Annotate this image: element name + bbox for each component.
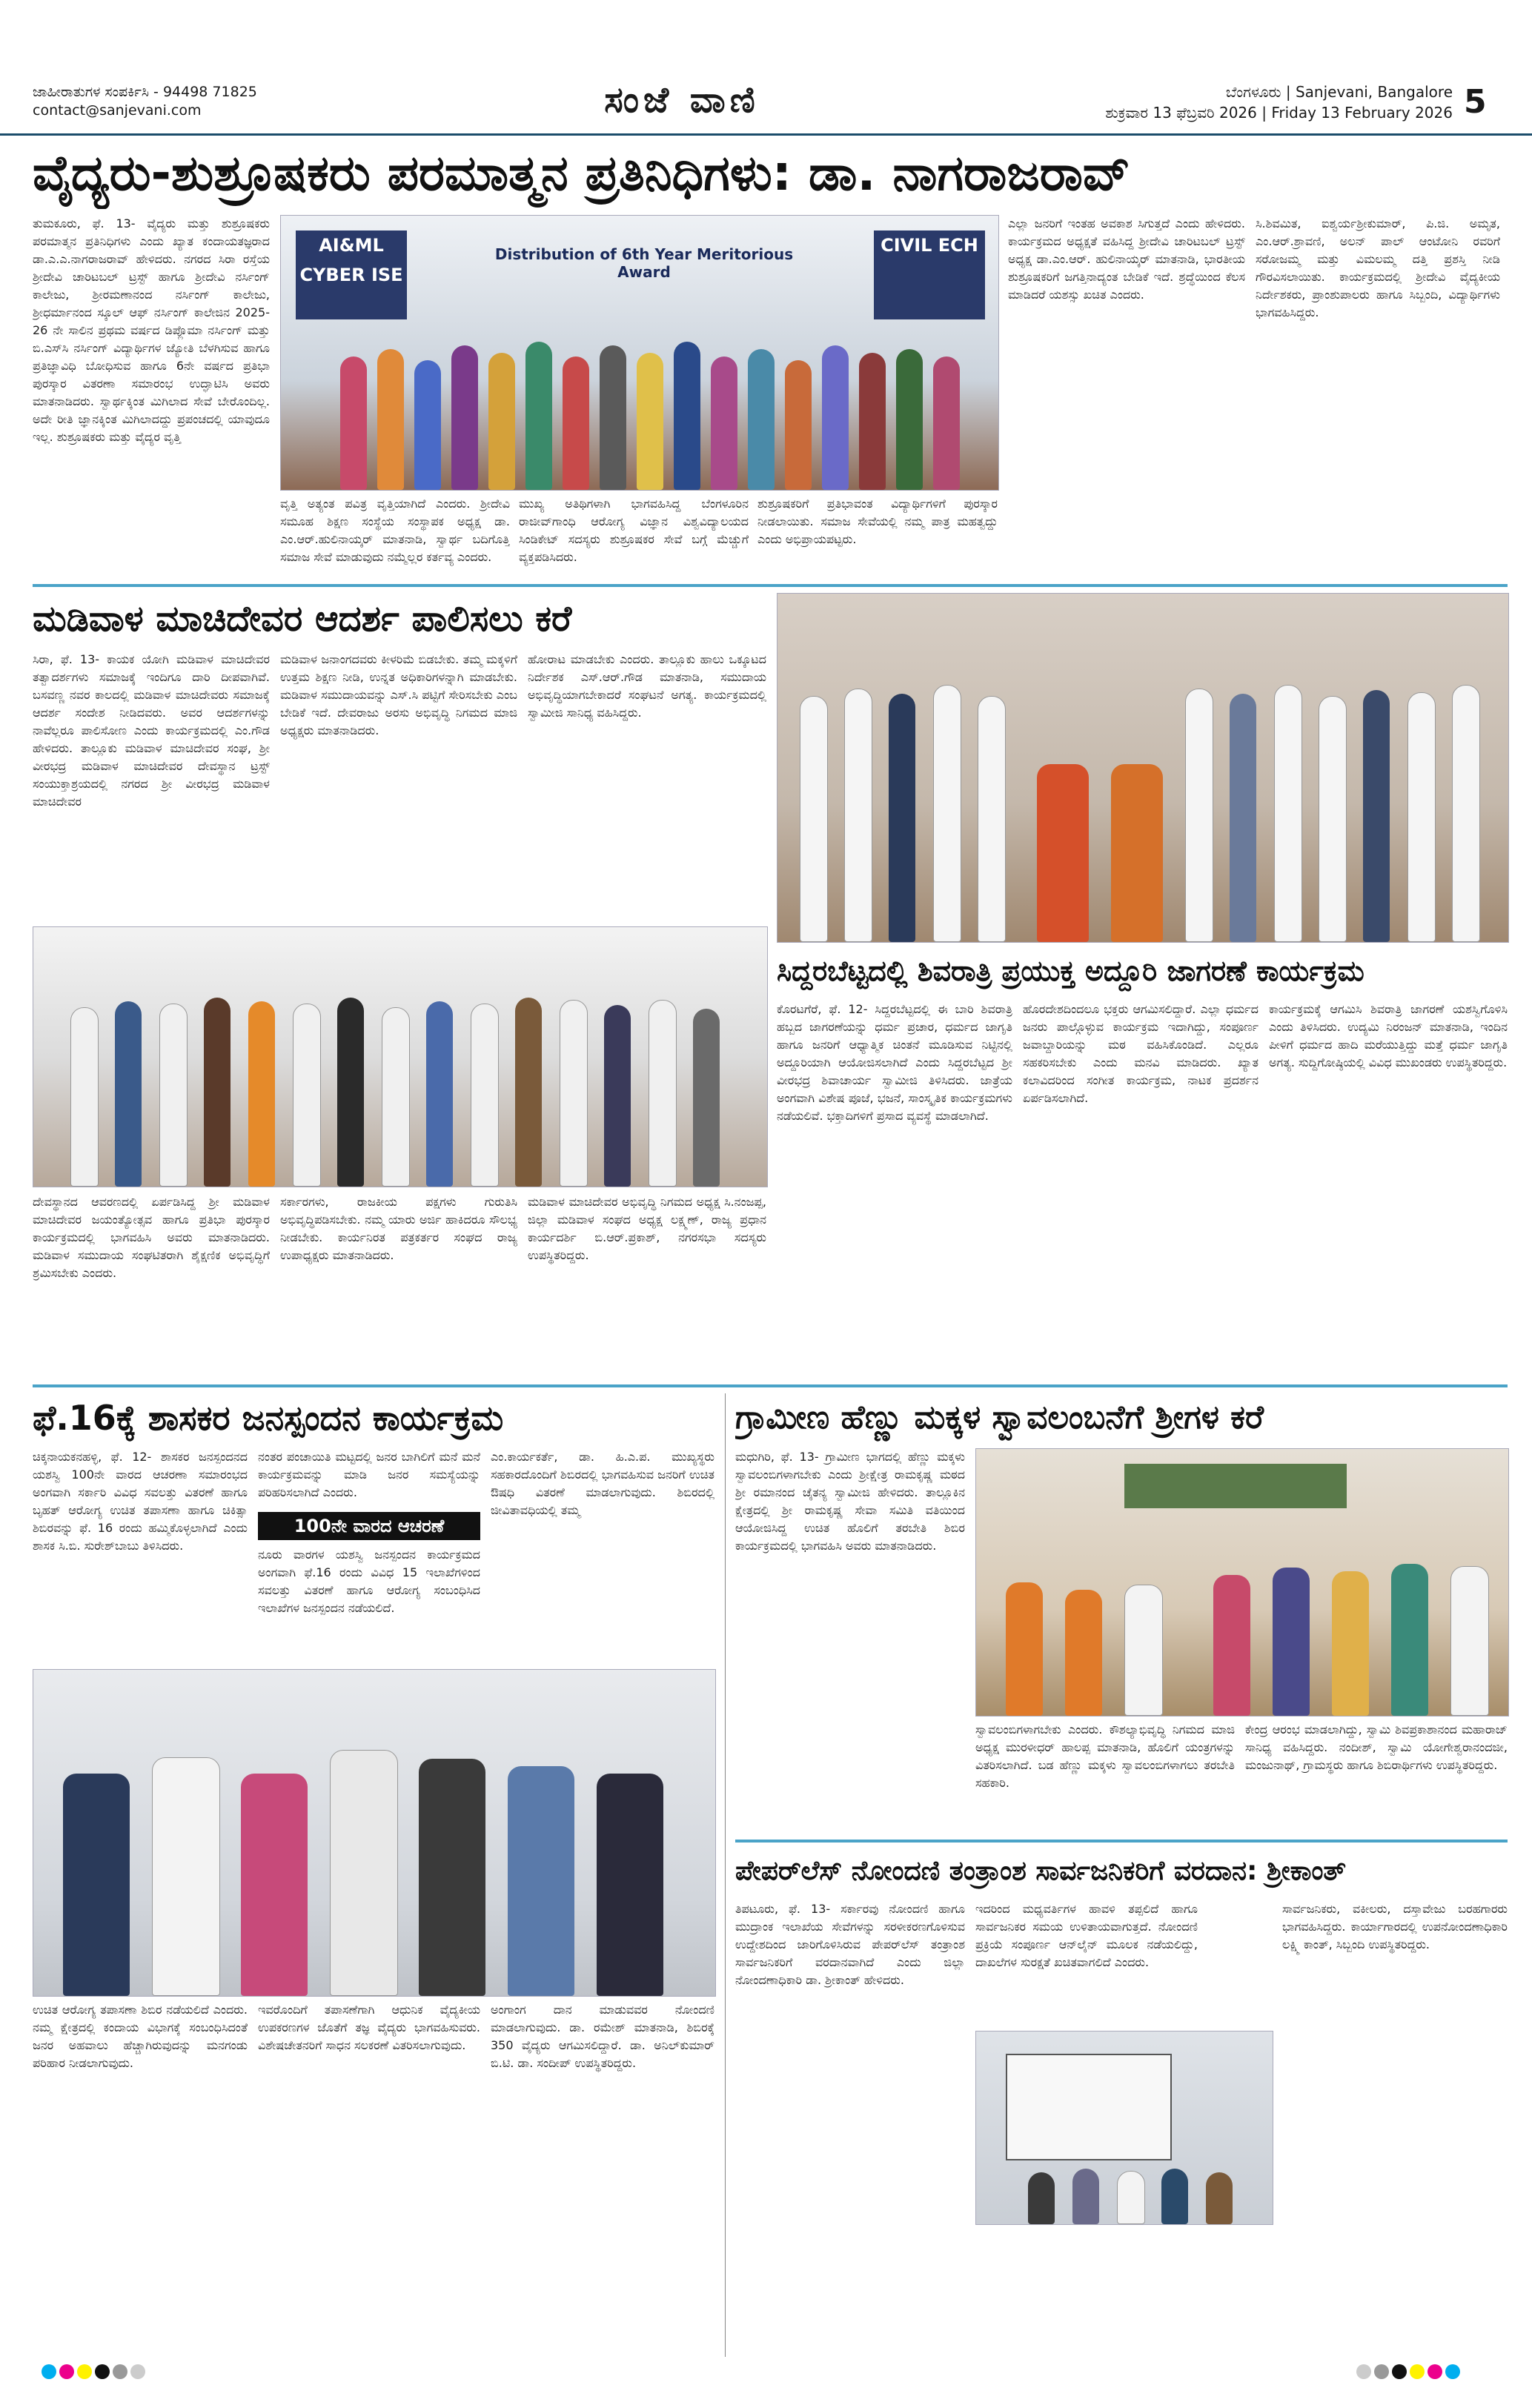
city: ಬೆಂಗಳೂರು [1225,83,1281,101]
banner-left: AI&ML CYBER ISE [296,230,407,319]
story-a5-col3: ಕೇಂದ್ರ ಆರಂಭ ಮಾಡಲಾಗಿದ್ದು, ಸ್ವಾಮಿ ಶಿವಪ್ರಕಾಶಾನಂದ ಮಹಾರಾಜ್ ಸಾನಿಧ್ಯ ವಹಿಸಿದ್ದರು. ನಂದೀಶ್, ಸ್ವಾಮಿ ಯೋಗೇಶ್ವರಾನಂದಜೀ, ಮಂಜುನಾಥ್, ಗ್ರಾಮಸ್ಥರು ಹಾಗೂ ಶಿಬಿರಾರ್ಥಿಗಳು ಉಪಸ್ಥಿತರಿದ್ದರು. [1245,1722,1508,1772]
subheading-100th-week: 100ನೇ ವಾರದ ಆಚರಣೆ [258,1512,480,1540]
story-a3-col1: ಕೊರಟಗೆರೆ, ಫೆ. 12- ಸಿದ್ದರಬೆಟ್ಟದಲ್ಲಿ ಈ ಬಾರಿ ಶಿವರಾತ್ರಿ ಹಬ್ಬದ ಜಾಗರಣೆಯನ್ನು ಧರ್ಮ ಪ್ರಚಾರ, ಧರ್ಮದ ಜಾಗೃತಿ ಹಾಗೂ ಜನರಿಗೆ ಆಧ್ಯಾತ್ಮಿಕ ಚಿಂತನೆ ಮೂಡಿಸುವ ನಿಟ್ಟಿನಲ್ಲಿ ಅದ್ದೂರಿಯಾಗಿ ಆಯೋಜಿಸಲಾಗಿದೆ ಎಂದು ಸಿದ್ದರಬೆಟ್ಟದ ಶ್ರೀ ವೀರಭದ್ರ ಶಿವಾಚಾರ್ಯ ಸ್ವಾಮೀಜಿ ತಿಳಿಸಿದರು. ಜಾತ್ರೆಯ ಅಂಗವಾಗಿ ವಿಶೇಷ ಪೂಜೆ, ಭಜನೆ, ಸಾಂಸ್ಕೃತಿಕ ಕಾರ್ಯಕ್ರಮಗಳು ನಡೆಯಲಿವೆ. ಭಕ್ತಾದಿಗಳಿಗೆ ಪ್ರಸಾದ ವ್ಯವಸ್ಥೆ ಮಾಡಲಾಗಿದೆ. [777,1002,1012,1123]
story-a6-col3: ಸಾರ್ವಜನಿಕರು, ವಕೀಲರು, ದಸ್ತಾವೇಜು ಬರಹಗಾರರು ಭಾಗವಹಿಸಿದ್ದರು. ಕಾರ್ಯಾಗಾರದಲ್ಲಿ ಉಪನೋಂದಣಾಧಿಕಾರಿ ಲಕ್ಷ್ಮಿ ಕಾಂತ್, ಸಿಬ್ಬಂದಿ ಉಪಸ್ಥಿತರಿದ್ದರು. [1282,1902,1508,1951]
story-a6-col2: ಇದರಿಂದ ಮಧ್ಯವರ್ತಿಗಳ ಹಾವಳಿ ತಪ್ಪಲಿದೆ ಹಾಗೂ ಸಾರ್ವಜನಿಕರ ಸಮಯ ಉಳಿತಾಯವಾಗುತ್ತದೆ. ನೋಂದಣಿ ಪ್ರಕ್ರಿಯೆ ಸಂಪೂರ್ಣ ಆನ್‌ಲೈನ್ ಮೂಲಕ ನಡೆಯಲಿದ್ದು, ದಾಖಲೆಗಳ ಸುರಕ್ಷತೆ ಖಚಿತವಾಗಲಿದೆ ಎಂದರು. [975,1902,1198,1969]
lamp-lighting-photo [33,926,768,1187]
story-a4-lower3: ಅಂಗಾಂಗ ದಾನ ಮಾಡುವವರ ನೋಂದಣಿ ಮಾಡಲಾಗುವುದು. ಡಾ. ರಮೇಶ್ ಮಾತನಾಡಿ, ಶಿಬಿರಕ್ಕೆ 350 ವೈದ್ಯರು ಆಗಮಿಸಲಿದ್ದಾರೆ. ಡಾ. ಅನಿಲ್‌ಕುಮಾರ್ ಬಿ.ಟಿ. ಡಾ. ಸಂದೀಪ್ ಉಪಸ್ಥಿತರಿದ್ದರು. [491,2003,714,2070]
projection-screen [1006,2054,1172,2160]
story-a1-col1: ತುಮಕೂರು, ಫೆ. 13- ವೈದ್ಯರು ಮತ್ತು ಶುಶ್ರೂಷಕರು ಪರಮಾತ್ಮನ ಪ್ರತಿನಿಧಿಗಳು ಎಂದು ಖ್ಯಾತ ಕಂದಾಯತಜ್ಞರಾದ ಡಾ.ಎ.ಎ.ನಾಗರಾಜರಾವ್ ಹೇಳಿದರು. ನಗರದ ಸಿರಾ ರಸ್ತೆಯ ಶ್ರೀದೇವಿ ಚಾರಿಟಬಲ್ ಟ್ರಸ್ಟ್ ಹಾಗೂ ಶ್ರೀದೇವಿ ನರ್ಸಿಂಗ್ ಕಾಲೇಜು, ಶ್ರೀರಮಣಾನಂದ ನರ್ಸಿಂಗ್ ಕಾಲೇಜು, ಶ್ರೀಧರ್ಮಾನಂದ ಸ್ಕೂಲ್ ಆಫ್ ನರ್ಸಿಂಗ್ ಕಾಲೇಜಿನ 2025-26 ನೇ ಸಾಲಿನ ಪ್ರಥಮ ವರ್ಷದ ಡಿಪ್ಲೊಮಾ ನರ್ಸಿಂಗ್ ಮತ್ತು ಬಿ.ಎಸ್‌ಸಿ ನರ್ಸಿಂಗ್ ವಿದ್ಯಾರ್ಥಿಗಳ ಜ್ಯೋತಿ ಬೆಳಗಿಸುವ ಹಾಗೂ ಪ್ರತಿಜ್ಞಾವಿಧಿ ಬೋಧಿಸುವ ಹಾಗೂ 6ನೇ ವರ್ಷದ ಪ್ರತಿಭಾ ಪುರಸ್ಕಾರ ವಿತರಣಾ ಸಮಾರಂಭ ಉದ್ಘಾಟಿಸಿ ಅವರು ಮಾತನಾಡಿದರು. ಸ್ವಾರ್ಥಕ್ಕಿಂತ ಮಿಗಿಲಾದ ಸೇವೆ ಬೇರೊಂದಿಲ್ಲ. ಅದೇ ರೀತಿ ಜ್ಞಾನಕ್ಕಿಂತ ಮಿಗಿಲಾದದ್ದು ಪ್ರಪಂಚದಲ್ಲಿ ಯಾವುದೂ ಇಲ್ಲ. ಶುಶ್ರೂಷಕರು ಮತ್ತು ವೈದ್ಯರ ವೃತ್ತಿ [33,216,270,444]
story-a5-col2: ಸ್ವಾವಲಂಬಿಗಳಾಗಬೇಕು ಎಂದರು. ಕೌಶಲ್ಯಾಭಿವೃದ್ಧಿ ನಿಗಮದ ಮಾಜಿ ಅಧ್ಯಕ್ಷ ಮುರಳೀಧರ್ ಹಾಲಪ್ಪ ಮಾತನಾಡಿ, ಹೊಲಿಗೆ ಯಂತ್ರಗಳನ್ನು ವಿತರಿಸಲಾಗಿದೆ. ಬಡ ಹೆಣ್ಣು ಮಕ್ಕಳು ಸ್ವಾವಲಂಬಿಗಳಾಗಲು ತರಬೇತಿ ಸಹಕಾರಿ. [975,1722,1235,1790]
story-a4-lower1: ಉಚಿತ ಆರೋಗ್ಯ ತಪಾಸಣಾ ಶಿಬಿರ ನಡೆಯಲಿದೆ ಎಂದರು. ನಮ್ಮ ಕ್ಷೇತ್ರದಲ್ಲಿ ಕಂದಾಯ ವಿಭಾಗಕ್ಕೆ ಸಂಬಂಧಿಸಿದಂತೆ ಜನರ ಅಹವಾಲು ಹೆಚ್ಚಾಗಿರುವುದನ್ನು ಮನಗಂಡು ಪರಿಹಾರ ನೀಡಲಾಗುವುದು. [33,2003,248,2070]
banner-right: CIVIL ECH [874,230,985,319]
group-of-people [1021,2165,1243,2224]
page-number: 5 [1464,83,1487,121]
group-of-people [991,1538,1495,1716]
edition-block: ಬೆಂಗಳೂರು | Sanjevani, Bangalore ಶುಕ್ರವಾರ 13 ಫೆಬ್ರವರಿ 2026 | Friday 13 February 2026 [1008,82,1453,123]
award-banner-title: Distribution of 6th Year Meritorious Award [494,245,794,281]
story-a2-lower2: ಸರ್ಕಾರಗಳು, ರಾಜಕೀಯ ಪಕ್ಷಗಳು ಗುರುತಿಸಿ ಅಭಿವೃದ್ಧಿಪಡಿಸಬೇಕು. ನಮ್ಮ ಯಾರು ಅರ್ಜಿ ಹಾಕಿದರೂ ಸೌಲಭ್ಯ ನೀಡಬೇಕು. ಕಾರ್ಯನಿರತ ಪತ್ರಕರ್ತರ ಸಂಘದ ರಾಜ್ಯ ಉಪಾಧ್ಯಕ್ಷರು ಮಾತನಾಡಿದರು. [280,1195,517,1262]
edition: Sanjevani, Bangalore [1295,83,1453,101]
group-of-people [325,305,963,490]
section-rule [735,1840,1508,1843]
presentation-screen-photo [975,2031,1273,2225]
story-a4-col1: ಚಿಕ್ಕನಾಯಕನಹಳ್ಳಿ, ಫೆ. 12- ಶಾಸಕರ ಜನಸ್ಪಂದನದ ಯಶಸ್ವಿ 100ನೇ ವಾರದ ಆಚರಣಾ ಸಮಾರಂಭದ ಅಂಗವಾಗಿ ಸರ್ಕಾರಿ ವಿವಿಧ ಸವಲತ್ತು ವಿತರಣೆ ಹಾಗೂ ಬೃಹತ್ ಆರೋಗ್ಯ ಉಚಿತ ತಪಾಸಣಾ ಹಾಗೂ ಚಿಕಿತ್ಸಾ ಶಿಬಿರವನ್ನು ಫೆ. 16 ರಂದು ಹಮ್ಮಿಕೊಳ್ಳಲಾಗಿದೆ ಎಂದು ಶಾಸಕ ಸಿ.ಬಿ. ಸುರೇಶ್‌ಬಾಬು ತಿಳಿಸಿದರು. [33,1450,248,1553]
story-a1-under2: ಮುಖ್ಯ ಅತಿಥಿಗಳಾಗಿ ಭಾಗವಹಿಸಿದ್ದ ಬೆಂಗಳೂರಿನ ರಾಜೀವ್‌ಗಾಂಧಿ ಆರೋಗ್ಯ ವಿಜ್ಞಾನ ವಿಶ್ವವಿದ್ಯಾಲಯದ ಸಿಂಡಿಕೇಟ್ ಸದಸ್ಯರು ಶುಶ್ರೂಷಕರ ಸೇವೆ ಬಗ್ಗೆ ಮೆಚ್ಚುಗೆ ವ್ಯಕ್ತಪಡಿಸಿದರು. [519,497,749,564]
cmyk-marks-left [42,2364,145,2379]
headline-a5: ಗ್ರಾಮೀಣ ಹೆಣ್ಣು ಮಕ್ಕಳ ಸ್ವಾವಲಂಬನೆಗೆ ಶ್ರೀಗಳ ಕರೆ [735,1399,1264,1436]
logo-text: ಸಂಜೆ ವಾಣಿ [604,79,760,121]
story-a2-lower3: ಮಡಿವಾಳ ಮಾಚಿದೇವರ ಅಭಿವೃದ್ಧಿ ನಿಗಮದ ಅಧ್ಯಕ್ಷ ಸಿ.ನಂಜಪ್ಪ, ಜಿಲ್ಲಾ ಮಡಿವಾಳ ಸಂಘದ ಅಧ್ಯಕ್ಷ ಲಕ್ಷ್ಮಣ್, ರಾಜ್ಯ ಪ್ರಧಾನ ಕಾರ್ಯದರ್ಶಿ ಬಿ.ಆರ್.ಪ್ರಕಾಶ್, ನಗರಸಭಾ ಸದಸ್ಯರು ಉಪಸ್ಥಿತರಿದ್ದರು. [528,1195,766,1262]
story-a3-col3: ಕಾರ್ಯಕ್ರಮಕ್ಕೆ ಆಗಮಿಸಿ ಶಿವರಾತ್ರಿ ಜಾಗರಣೆ ಯಶಸ್ವಿಗೊಳಿಸಿ ಎಂದು ತಿಳಿಸಿದರು. ಉದ್ಯಮಿ ನಿರಂಜನ್ ಮಾತನಾಡಿ, ಇಂದಿನ ಪೀಳಿಗೆ ಧರ್ಮದ ಹಾದಿ ಮರೆಯುತ್ತಿದ್ದು ಮತ್ತೆ ಧರ್ಮ ಜಾಗೃತಿ ಅಗತ್ಯ. ಸುದ್ದಿಗೋಷ್ಠಿಯಲ್ಲಿ ವಿವಿಧ ಮುಖಂಡರು ಉಪಸ್ಥಿತರಿದ್ದರು. [1269,1002,1508,1069]
story-a4-lower2: ಇವರೊಂದಿಗೆ ತಪಾಸಣೆಗಾಗಿ ಆಧುನಿಕ ವೈದ್ಯಕೀಯ ಉಪಕರಣಗಳ ಜೊತೆಗೆ ತಜ್ಞ ವೈದ್ಯರು ಭಾಗವಹಿಸುವರು. ವಿಶೇಷಚೇತನರಿಗೆ ಸಾಧನ ಸಲಕರಣೆ ವಿತರಿಸಲಾಗುವುದು. [258,2003,480,2052]
story-a3-col2: ಹೊರದೇಶದಿಂದಲೂ ಭಕ್ತರು ಆಗಮಿಸಲಿದ್ದಾರೆ. ಎಲ್ಲಾ ಧರ್ಮದ ಜನರು ಪಾಲ್ಗೊಳ್ಳುವ ಕಾರ್ಯಕ್ರಮ ಇದಾಗಿದ್ದು, ಸಂಪೂರ್ಣ ಜವಾಬ್ದಾರಿಯನ್ನು ಮಠ ವಹಿಸಿಕೊಂಡಿದೆ. ಎಲ್ಲರೂ ಸಹಕರಿಸಬೇಕು ಎಂದು ಮನವಿ ಮಾಡಿದರು. ಖ್ಯಾತ ಕಲಾವಿದರಿಂದ ಸಂಗೀತ ಕಾರ್ಯಕ್ರಮ, ನಾಟಕ ಪ್ರದರ್ಶನ ಏರ್ಪಡಿಸಲಾಗಿದೆ. [1023,1002,1259,1105]
story-a4-col2b: ನೂರು ವಾರಗಳ ಯಶಸ್ವಿ ಜನಸ್ಪಂದನ ಕಾರ್ಯಕ್ರಮದ ಅಂಗವಾಗಿ ಫೆ.16 ರಂದು ವಿವಿಧ 15 ಇಲಾಖೆಗಳಿಂದ ಸವಲತ್ತು ವಿತರಣೆ ಹಾಗೂ ಆರೋಗ್ಯ ಸಂಬಂಧಿಸಿದ ಇಲಾಖೆಗಳ ಜನಸ್ಪಂದನ ನಡೆಯಲಿದೆ. [258,1548,480,1615]
story-a6-col1: ತಿಪಟೂರು, ಫೆ. 13- ಸರ್ಕಾರವು ನೋಂದಣಿ ಹಾಗೂ ಮುದ್ರಾಂಕ ಇಲಾಖೆಯ ಸೇವೆಗಳನ್ನು ಸರಳೀಕರಣಗೊಳಿಸುವ ಉದ್ದೇಶದಿಂದ ಜಾರಿಗೊಳಿಸಿರುವ ಪೇಪರ್‌ಲೆಸ್ ತಂತ್ರಾಂಶ ಸಾರ್ವಜನಿಕರಿಗೆ ವರದಾನವಾಗಿದೆ ಎಂದು ಜಿಲ್ಲಾ ನೋಂದಣಾಧಿಕಾರಿ ಡಾ. ಶ್ರೀಕಾಂತ್ ಹೇಳಿದರು. [735,1902,965,1987]
issue-date: ಶುಕ್ರವಾರ 13 ಫೆಬ್ರವರಿ 2026 | Friday 13 February 2026 [1105,104,1453,122]
group-of-people [56,964,745,1187]
headline-a3: ಸಿದ್ದರಬೆಟ್ಟದಲ್ಲಿ ಶಿವರಾತ್ರಿ ಪ್ರಯುಕ್ತ ಅದ್ದೂರಿ ಜಾಗರಣೆ ಕಾರ್ಯಕ್ರಮ [777,955,1364,987]
headline-a1: ವೈದ್ಯರು-ಶುಶ್ರೂಷಕರು ಪರಮಾತ್ಮನ ಪ್ರತಿನಿಧಿಗಳು: ಡಾ. ನಾಗರಾಜರಾವ್ [33,145,1130,202]
story-a1-right1: ಎಲ್ಲಾ ಜನರಿಗೆ ಇಂತಹ ಅವಕಾಶ ಸಿಗುತ್ತದೆ ಎಂದು ಹೇಳಿದರು. ಕಾರ್ಯಕ್ರಮದ ಅಧ್ಯಕ್ಷತೆ ವಹಿಸಿದ್ದ ಶ್ರೀದೇವಿ ಚಾರಿಟಬಲ್ ಟ್ರಸ್ಟ್ ಅಧ್ಯಕ್ಷ ಡಾ.ಎಂ.ಆರ್. ಹುಲಿನಾಯ್ಕರ್ ಮಾತನಾಡಿ, ಭಾರತೀಯ ಶುಶ್ರೂಷಕರಿಗೆ ಜಗತ್ತಿನಾದ್ಯಂತ ಬೇಡಿಕೆ ಇದೆ. ಶ್ರದ್ಧೆಯಿಂದ ಕೆಲಸ ಮಾಡಿದರೆ ಯಶಸ್ಸು ಖಚಿತ ಎಂದರು. [1008,216,1245,302]
headline-a6: ಪೇಪರ್‌ಲೆಸ್ ನೋಂದಣಿ ತಂತ್ರಾಂಶ ಸಾರ್ವಜನಿಕರಿಗೆ ವರದಾನ: ಶ್ರೀಕಾಂತ್ [735,1856,1347,1886]
headline-a2: ಮಡಿವಾಳ ಮಾಚಿದೇವರ ಆದರ್ಶ ಪಾಲಿಸಲು ಕರೆ [33,598,572,640]
seer-group-photo [777,593,1509,943]
story-a1-under1: ವೃತ್ತಿ ಅತ್ಯಂತ ಪವಿತ್ರ ವೃತ್ತಿಯಾಗಿದೆ ಎಂದರು. ಶ್ರೀದೇವಿ ಸಮೂಹ ಶಿಕ್ಷಣ ಸಂಸ್ಥೆಯ ಸಂಸ್ಥಾಪಕ ಅಧ್ಯಕ್ಷ ಡಾ. ಎಂ.ಆರ್.ಹುಲಿನಾಯ್ಕರ್ ಮಾತನಾಡಿ, ಸ್ವಾರ್ಥ ಬದಿಗೊತ್ತಿ ಸಮಾಜ ಸೇವೆ ಮಾಡುವುದು ನಮ್ಮೆಲ್ಲರ ಕರ್ತವ್ಯ ಎಂದರು. [280,497,510,564]
story-a2-lower1: ದೇವಸ್ಥಾನದ ಆವರಣದಲ್ಲಿ ಏರ್ಪಡಿಸಿದ್ದ ಶ್ರೀ ಮಡಿವಾಳ ಮಾಚಿದೇವರ ಜಯಂತ್ಯೋತ್ಸವ ಹಾಗೂ ಪ್ರತಿಭಾ ಪುರಸ್ಕಾರ ಕಾರ್ಯಕ್ರಮದಲ್ಲಿ ಭಾಗವಹಿಸಿ ಅವರು ಮಾತನಾಡಿದರು. ಮಡಿವಾಳ ಸಮುದಾಯ ಸಂಘಟಿತರಾಗಿ ಶೈಕ್ಷಣಿಕ ಅಭಿವೃದ್ಧಿಗೆ ಶ್ರಮಿಸಬೇಕು ಎಂದರು. [33,1195,270,1280]
tailoring-workshop-photo [975,1448,1509,1717]
contact-email[interactable]: contact@sanjevani.com [33,102,202,119]
headline-a4: ಫೆ.16ಕ್ಕೆ ಶಾಸಕರ ಜನಸ್ಪಂದನ ಕಾರ್ಯಕ್ರಮ [33,1398,504,1438]
cmyk-marks-right [1356,2364,1460,2379]
story-a4-col2: ನಂತರ ಪಂಚಾಯಿತಿ ಮಟ್ಟದಲ್ಲಿ ಜನರ ಬಾಗಿಲಿಗೆ ಮನೆ ಮನೆ ಕಾರ್ಯಕ್ರಮವನ್ನು ಮಾಡಿ ಜನರ ಸಮಸ್ಯೆಯನ್ನು ಪರಿಹರಿಸಲಾಗಿದೆ ಎಂದರು. [258,1450,480,1499]
column-divider [725,1393,726,2357]
story-a1-right2: ಸಿ.ಶಿವಮಿತ, ಐಶ್ವರ್ಯಶ್ರೀಕುಮಾರ್, ಪಿ.ಜಿ. ಅಮೃತ, ಎಂ.ಆರ್.ಶ್ರಾವಣಿ, ಅಲನ್ ಪಾಲ್ ಆಂಟೋನಿ ರವರಿಗೆ ಸರೋಜಮ್ಮ ಮತ್ತು ವಿಮಲಮ್ಮ ದತ್ತಿ ಪ್ರಶಸ್ತಿ ನೀಡಿ ಗೌರವಿಸಲಾಯಿತು. ಕಾರ್ಯಕ್ರಮದಲ್ಲಿ ಶ್ರೀದೇವಿ ವೈದ್ಯಕೀಯ ನಿರ್ದೇಶಕರು, ಪ್ರಾಂಶುಪಾಲರು ಹಾಗೂ ಸಿಬ್ಬಂದಿ, ವಿದ್ಯಾರ್ಥಿಗಳು ಭಾಗವಹಿಸಿದ್ದರು. [1256,216,1500,319]
story-a2-col2: ಮಡಿವಾಳ ಜನಾಂಗದವರು ಕೀಳರಿಮೆ ಬಿಡಬೇಕು. ತಮ್ಮ ಮಕ್ಕಳಿಗೆ ಉತ್ತಮ ಶಿಕ್ಷಣ ನೀಡಿ, ಉನ್ನತ ಅಧಿಕಾರಿಗಳನ್ನಾಗಿ ಮಾಡಬೇಕು. ಮಡಿವಾಳ ಸಮುದಾಯವನ್ನು ಎಸ್.ಸಿ ಪಟ್ಟಿಗೆ ಸೇರಿಸಬೇಕು ಎಂಬ ಬೇಡಿಕೆ ಇದೆ. ದೇವರಾಜು ಅರಸು ಅಭಿವೃದ್ಧಿ ನಿಗಮದ ಮಾಜಿ ಅಧ್ಯಕ್ಷರು ಮಾತನಾಡಿದರು. [280,652,517,737]
contact-phone: ಜಾಹೀರಾತುಗಳ ಸಂಪರ್ಕಿಸಿ - 94498 71825 [33,84,257,100]
story-a4-col3: ಎಂ.ಕಾರ್ಯಕರ್ತೆ, ಡಾ. ಹಿ.ಎ.ಪ. ಮುಖ್ಯಸ್ಥರು ಸಹಕಾರದೊಂದಿಗೆ ಶಿಬಿರದಲ್ಲಿ ಭಾಗವಹಿಸುವ ಜನರಿಗೆ ಉಚಿತ ಔಷಧಿ ವಿತರಣೆ ಮಾಡಲಾಗುವುದು. ಶಿಬಿರದಲ್ಲಿ ಜೀವಿತಾವಧಿಯಲ್ಲಿ ತಮ್ಮ [491,1450,714,1517]
story-a2-col3: ಹೋರಾಟ ಮಾಡಬೇಕು ಎಂದರು. ತಾಲ್ಲೂಕು ಹಾಲು ಒಕ್ಕೂಟದ ನಿರ್ದೇಶಕ ಎಸ್.ಆರ್.ಗೌಡ ಮಾತನಾಡಿ, ಸಮುದಾಯ ಅಭಿವೃದ್ಧಿಯಾಗಬೇಕಾದರೆ ಸಂಘಟನೆ ಅಗತ್ಯ. ಕಾರ್ಯಕ್ರಮದಲ್ಲಿ ಸ್ವಾಮೀಜಿ ಸಾನಿಧ್ಯ ವಹಿಸಿದ್ದರು. [528,652,766,720]
story-a2-col1: ಸಿರಾ, ಫೆ. 13- ಕಾಯಕ ಯೋಗಿ ಮಡಿವಾಳ ಮಾಚಿದೇವರ ತತ್ವಾದರ್ಶಗಳು ಸಮಾಜಕ್ಕೆ ಇಂದಿಗೂ ದಾರಿ ದೀಪವಾಗಿವೆ. ಬಸವಣ್ಣ ನವರ ಕಾಲದಲ್ಲಿ ಮಡಿವಾಳ ಮಾಚಿದೇವರು ಸಮಾಜಕ್ಕೆ ಆದರ್ಶ ಸಂದೇಶ ನೀಡಿದವರು. ಅವರ ಆದರ್ಶಗಳನ್ನು ನಾವೆಲ್ಲರೂ ಪಾಲಿಸೋಣ ಎಂದು ಕಾರ್ಯಕ್ರಮದಲ್ಲಿ ಎಂ.ಗೌಡ ಹೇಳಿದರು. ತಾಲ್ಲೂಕು ಮಡಿವಾಳ ಮಾಚಿದೇವರ ಸಂಘ, ಶ್ರೀ ವೀರಭದ್ರ ಮಡಿವಾಳ ಮಾಚಿದೇವರ ದೇವಸ್ಥಾನ ಟ್ರಸ್ಟ್ ಸಂಯುಕ್ತಾಶ್ರಯದಲ್ಲಿ ನಗರದ ಶ್ರೀ ವೀರಭದ್ರ ಮಡಿವಾಳ ಮಾಚಿದೇವರ [33,652,270,809]
story-a1-under3: ಶುಶ್ರೂಷಕರಿಗೆ ಪ್ರತಿಭಾವಂತ ವಿದ್ಯಾರ್ಥಿಗಳಿಗೆ ಪುರಸ್ಕಾರ ನೀಡಲಾಯಿತು. ಸಮಾಜ ಸೇವೆಯಲ್ಲಿ ನಮ್ಮ ಪಾತ್ರ ಮಹತ್ವದ್ದು ಎಂದು ಅಭಿಪ್ರಾಯಪಟ್ಟರು. [757,497,998,546]
story-a5-col1: ಮಧುಗಿರಿ, ಫೆ. 13- ಗ್ರಾಮೀಣ ಭಾಗದಲ್ಲಿ ಹೆಣ್ಣು ಮಕ್ಕಳು ಸ್ವಾವಲಂಬಿಗಳಾಗಬೇಕು ಎಂದು ಶ್ರೀಕ್ಷೇತ್ರ ರಾಮಕೃಷ್ಣ ಮಠದ ಶ್ರೀ ರಮಾನಂದ ಚೈತನ್ಯ ಸ್ವಾಮೀಜಿ ಹೇಳಿದರು. ತಾಲ್ಲೂಕಿನ ಕ್ಷೇತ್ರದಲ್ಲಿ ಶ್ರೀ ರಾಮಕೃಷ್ಣ ಸೇವಾ ಸಮಿತಿ ವತಿಯಿಂದ ಆಯೋಜಿಸಿದ್ದ ಉಚಿತ ಹೊಲಿಗೆ ತರಬೇತಿ ಶಿಬಿರ ಕಾರ್ಯಕ್ರಮದಲ್ಲಿ ಭಾಗವಹಿಸಿ ಅವರು ಮಾತನಾಡಿದರು. [735,1450,965,1553]
section-rule [33,1384,1508,1387]
book-release-photo [33,1669,716,1997]
contact-block [33,83,257,120]
section-rule [33,584,1508,587]
stage-banner [1124,1464,1347,1508]
masthead [0,0,1532,136]
award-ceremony-photo [280,215,999,491]
group-of-people [48,1714,700,1996]
newspaper-logo [519,74,845,126]
group-of-people [792,623,1493,942]
